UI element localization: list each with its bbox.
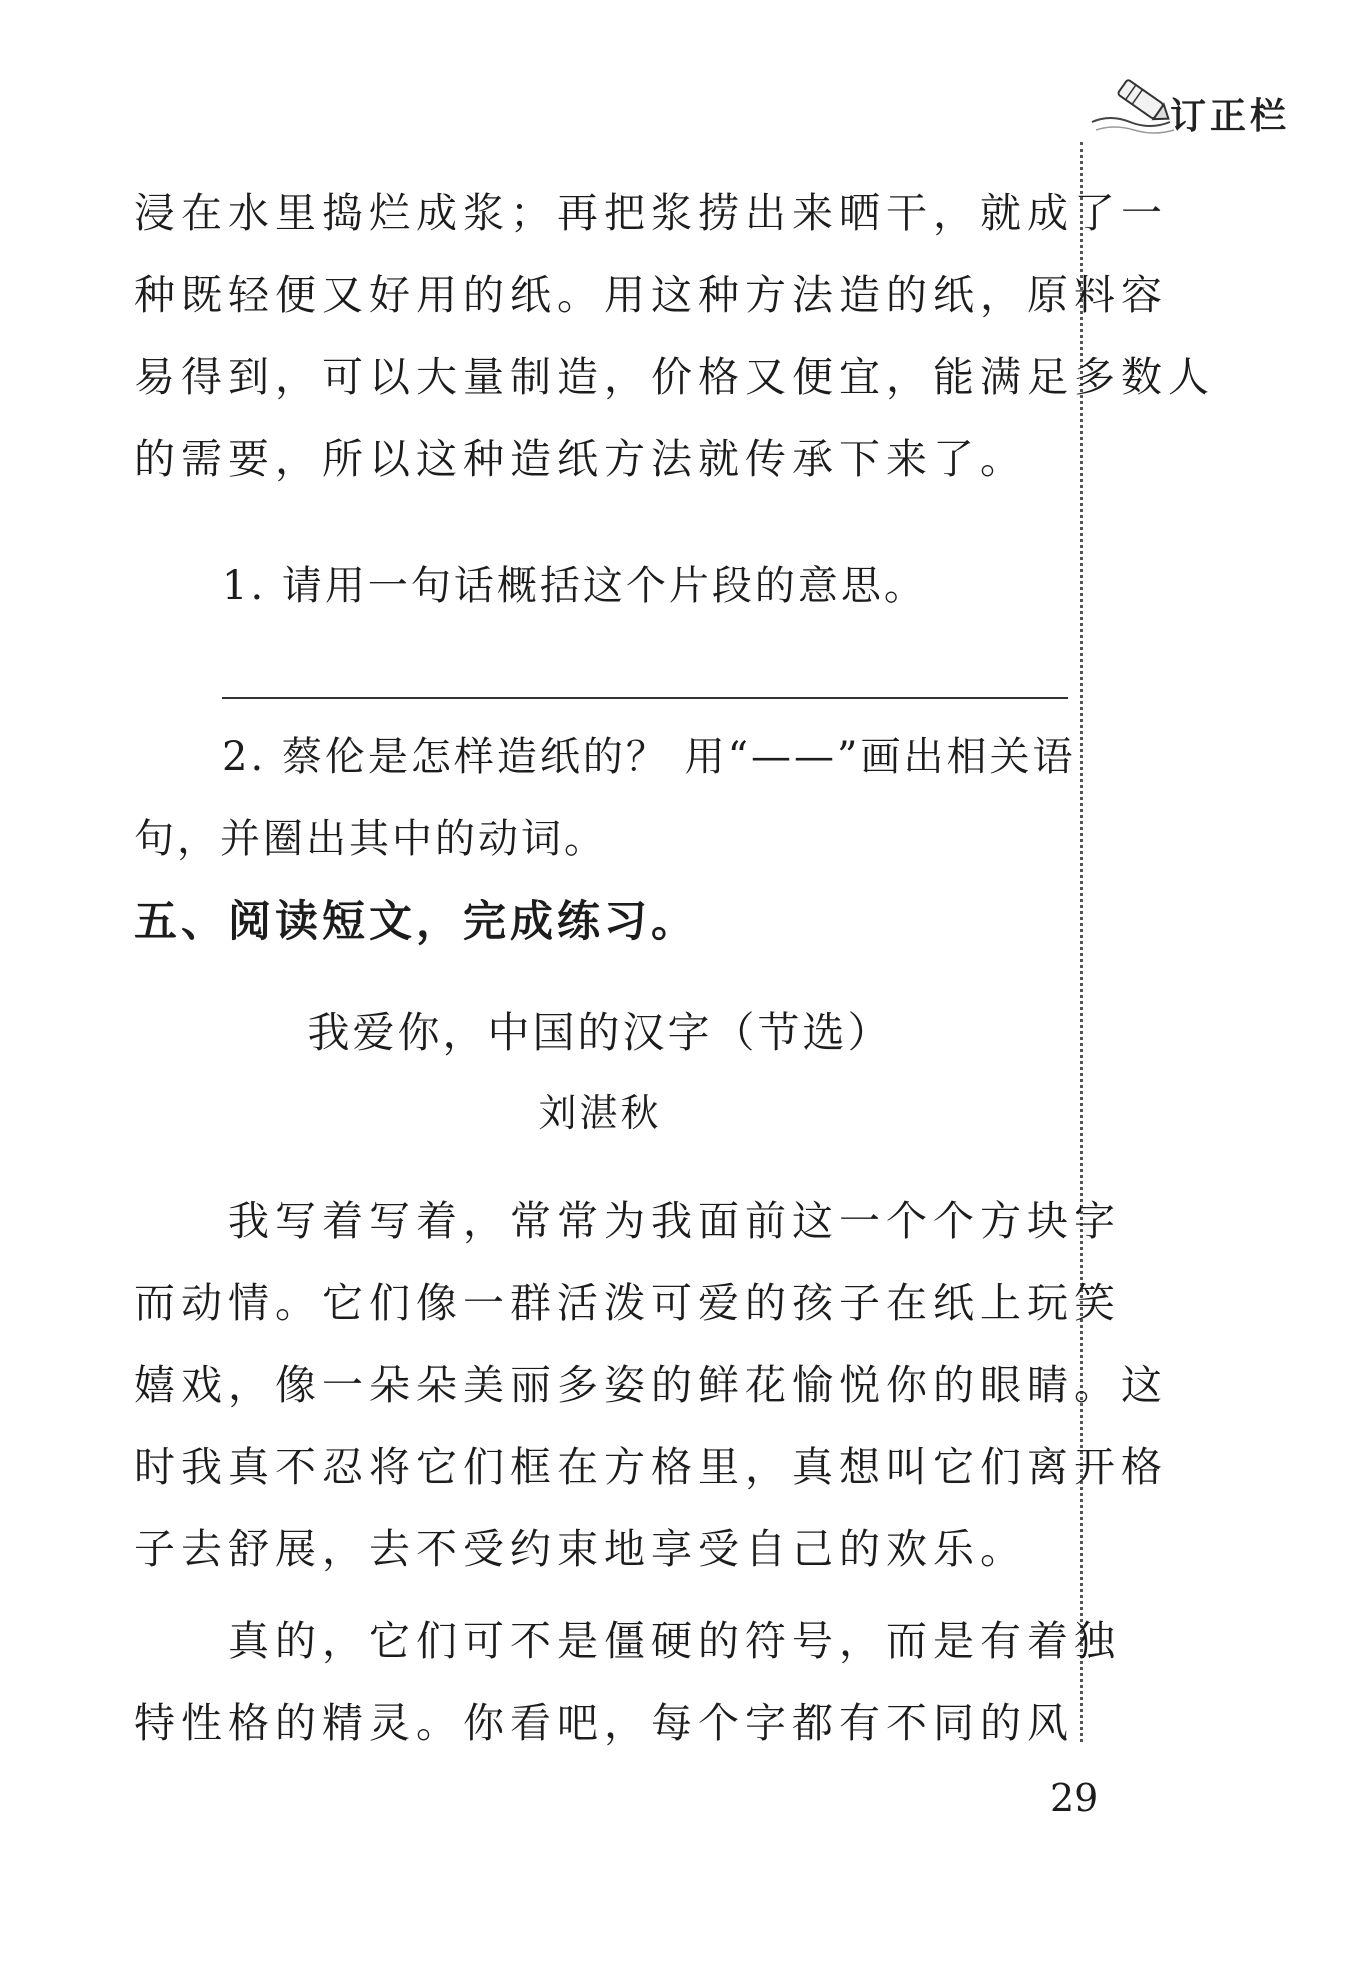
answer-line[interactable] <box>222 697 1068 699</box>
question-1: 1. 请用一句话概括这个片段的意思。 <box>222 563 927 609</box>
article-line: 而动情。它们像一群活泼可爱的孩子在纸上玩笑 <box>134 1279 1121 1327</box>
article-line: 特性格的精灵。你看吧，每个字都有不同的风 <box>134 1699 1074 1747</box>
question-2-continued: 句，并圈出其中的动词。 <box>134 816 607 862</box>
article-line: 时我真不忍将它们框在方格里，真想叫它们离开格 <box>134 1443 1168 1491</box>
pencil-icon <box>1090 78 1180 138</box>
passage1-line: 种既轻便又好用的纸。用这种方法造的纸，原料容 <box>134 271 1168 319</box>
article-line: 嬉戏，像一朵朵美丽多姿的鲜花愉悦你的眼睛。这 <box>134 1361 1168 1409</box>
article-line: 真的，它们可不是僵硬的符号，而是有着独 <box>134 1617 1121 1665</box>
article-line: 子去舒展，去不受约束地享受自己的欢乐。 <box>134 1525 1027 1573</box>
page-number: 29 <box>1050 1776 1099 1820</box>
article-author: 刘湛秋 <box>538 1091 662 1135</box>
article-line: 我写着写着，常常为我面前这一个个方块字 <box>134 1197 1121 1245</box>
passage1-line: 易得到，可以大量制造，价格又便宜，能满足多数人 <box>134 353 1215 401</box>
question-2: 2. 蔡伦是怎样造纸的？ 用“——”画出相关语 <box>222 734 1076 780</box>
passage1-line: 的需要，所以这种造纸方法就传承下来了。 <box>134 435 1027 483</box>
correction-column-title: 订正栏 <box>1170 96 1291 137</box>
article-title: 我爱你，中国的汉字（节选） <box>307 1008 893 1057</box>
passage1-line: 浸在水里捣烂成浆；再把浆捞出来晒干，就成了一 <box>134 189 1168 237</box>
correction-column-header <box>1090 78 1330 148</box>
section-heading: 五、阅读短文，完成练习。 <box>134 897 698 947</box>
